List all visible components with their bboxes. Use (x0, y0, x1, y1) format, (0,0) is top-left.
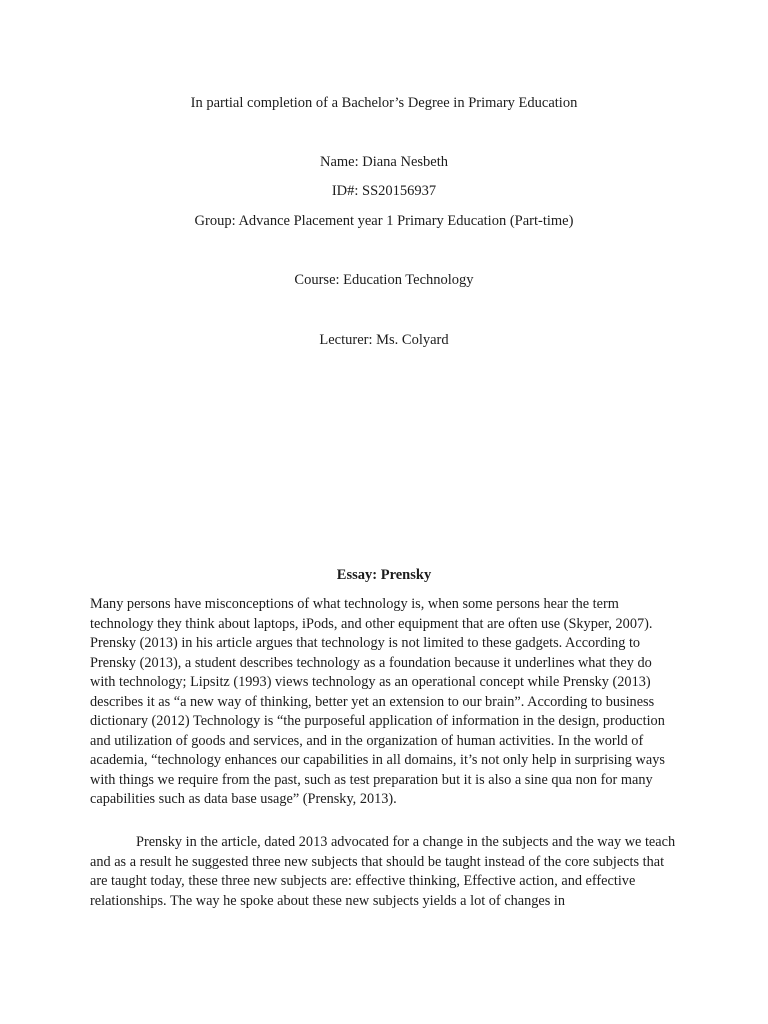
course-name: Course: Education Technology (294, 272, 474, 288)
student-id: ID#: SS20156937 (331, 183, 437, 199)
essay-title: Essay: Prensky (336, 567, 432, 583)
completion-statement: In partial completion of a Bachelor’s Degree in Primary Education (190, 95, 578, 111)
essay-paragraph-1: Many persons have misconceptions of what technology is, when some persons hear the term technology they think about laptops, iPods, and other equipment that are often use (Skyper, 2007). Prensky (2013) in his article argues that technology is not limited to these gadgets. According to Prensky (2013), a student describes technology as a foundation because it underlines what they do with technology; Lipsitz (1993) views technology as an operational concept while Prensky (2013) describes it as “a new way of thinking, better yet an extension to our brain”. According to business dictionary (2012) Technology is “the purposeful application of information in the design, production and utilization of goods and services, and in the organization of human activities. In the world of academia, “technology enhances our capabilities in all domains, it’s not only help in surprising ways with things we require from the past, such as test preparation but it is also a sine qua non for many capabilities such as data base usage” (Prensky, 2013). (90, 596, 665, 807)
essay-paragraph-2: Prensky in the article, dated 2013 advocated for a change in the subjects and the way we teach and as a result he suggested three new subjects that should be taught instead of the core subjects that are taught today, these three new subjects are: effective thinking, Effective action, and effective relationships. The way he spoke about these new subjects yields a lot of changes in (90, 834, 676, 909)
student-name: Name: Diana Nesbeth (319, 154, 449, 170)
student-group: Group: Advance Placement year 1 Primary Education (Part-time) (194, 213, 574, 229)
lecturer-name: Lecturer: Ms. Colyard (319, 332, 449, 348)
